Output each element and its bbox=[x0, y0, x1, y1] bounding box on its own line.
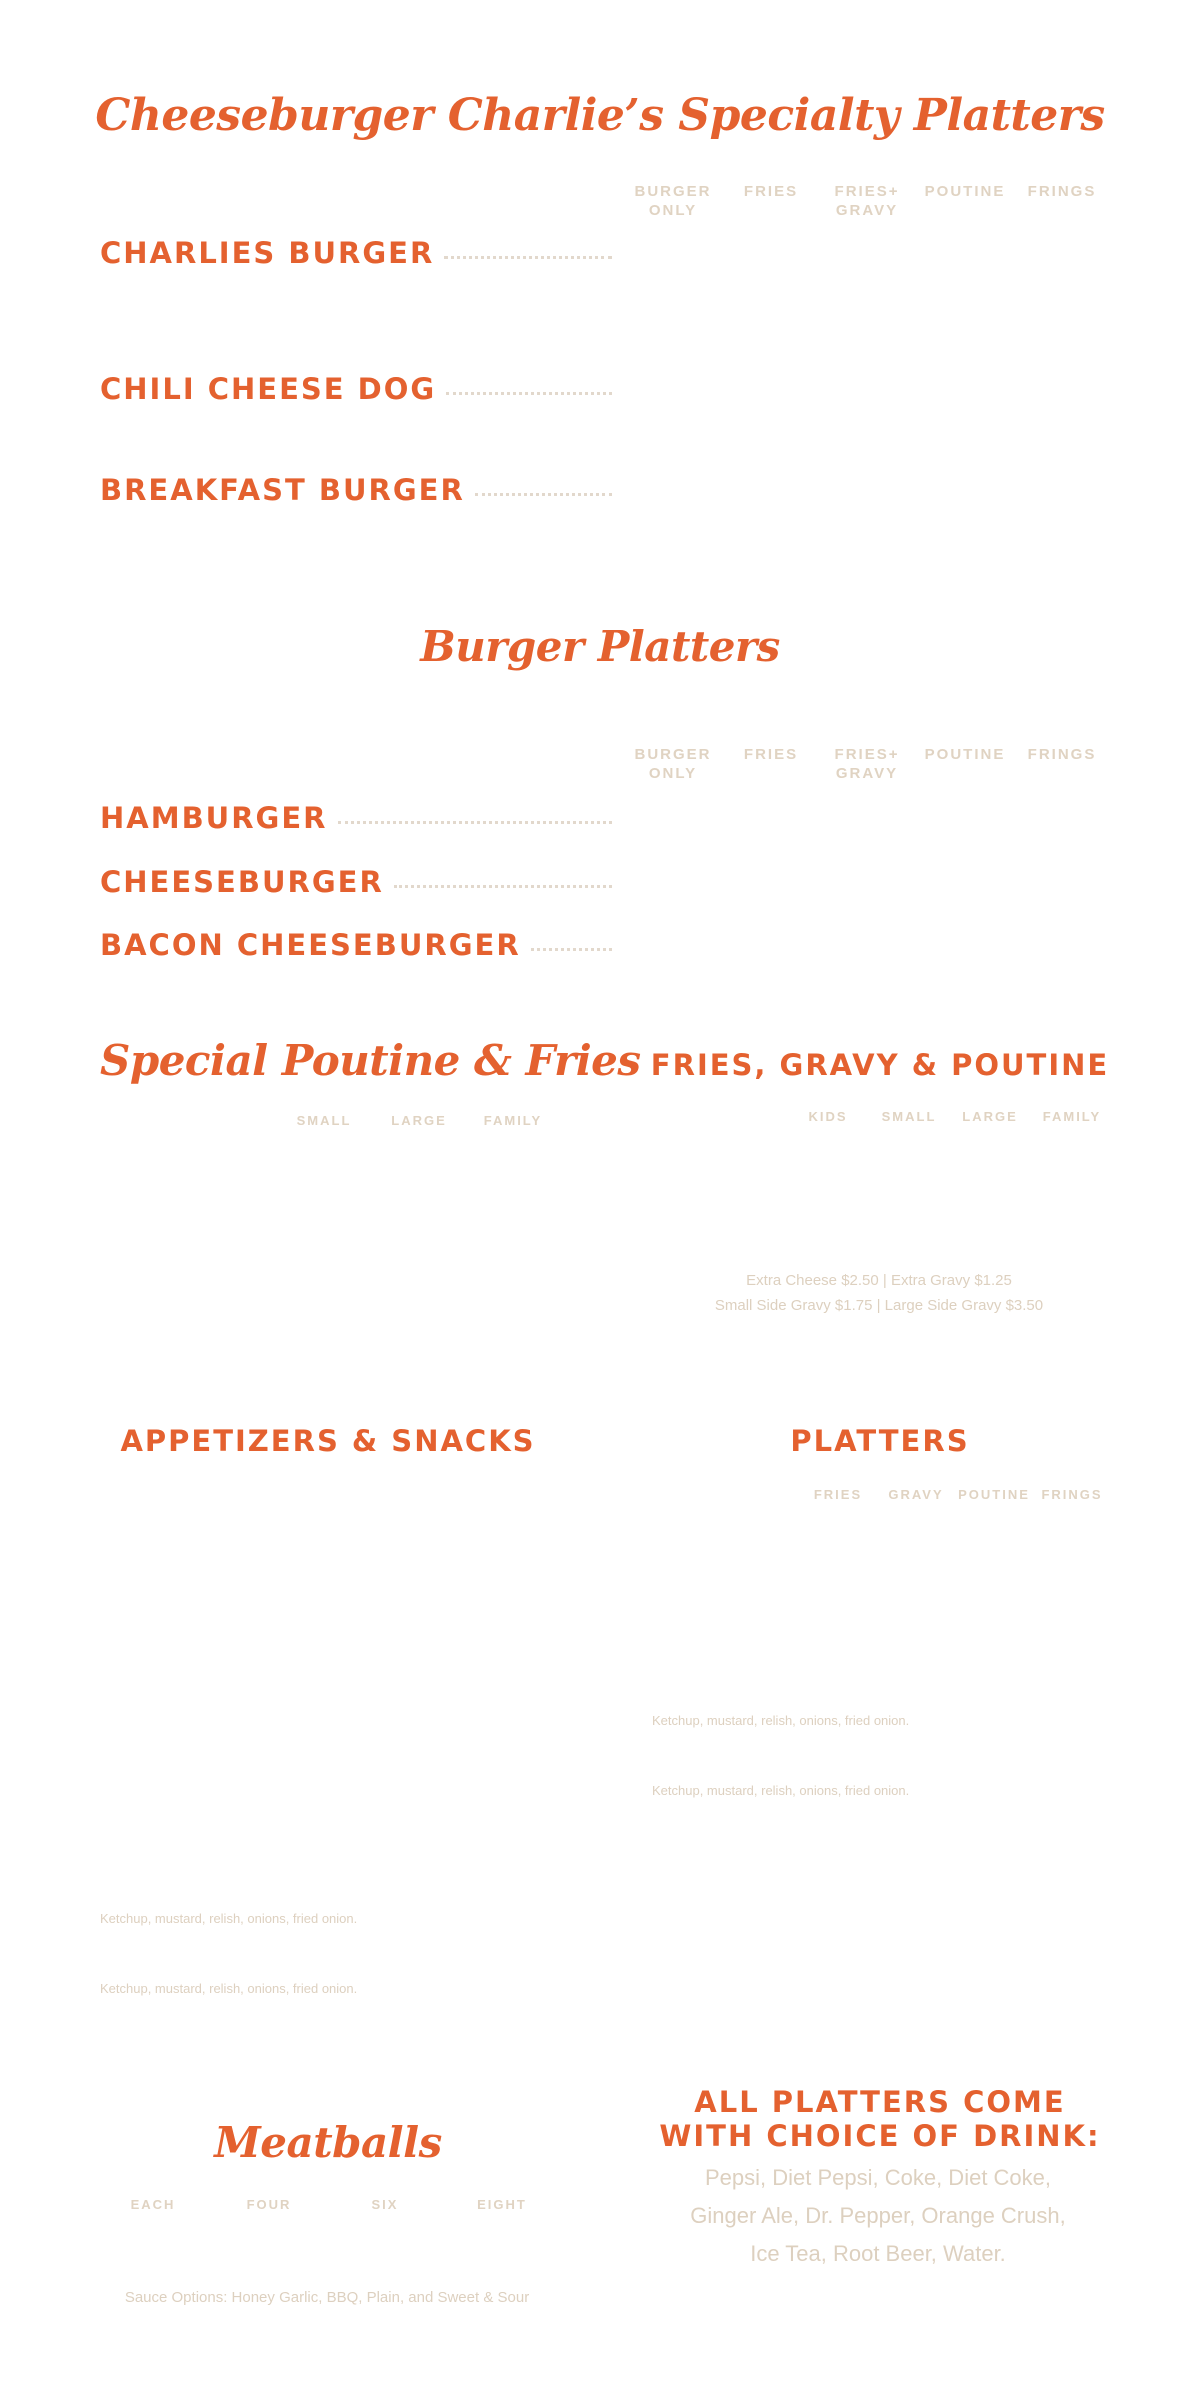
menu-item-breakfast-burger bbox=[100, 473, 612, 507]
fgp-col-large: LARGE bbox=[962, 1109, 1018, 1124]
drinks-list-line-3: Ice Tea, Root Beer, Water. bbox=[750, 2241, 1006, 2266]
appetizer-toppings-note: Ketchup, mustard, relish, onions, fried onion. bbox=[100, 1911, 358, 1926]
platter-toppings-note: Ketchup, mustard, relish, onions, fried onion. bbox=[652, 1783, 910, 1798]
menu-item-cheeseburger bbox=[100, 865, 612, 899]
menu-item-charlies-burger bbox=[100, 236, 612, 270]
drinks-list-line-2: Ginger Ale, Dr. Pepper, Orange Crush, bbox=[690, 2203, 1066, 2228]
special-poutine-col-large: LARGE bbox=[391, 1113, 447, 1128]
dot-leader bbox=[475, 493, 612, 496]
item-name: CHEESEBURGER bbox=[100, 865, 384, 899]
specialty-col-poutine: POUTINE bbox=[924, 183, 1006, 200]
platter-toppings-note: Ketchup, mustard, relish, onions, fried onion. bbox=[652, 1713, 910, 1728]
burger-col-poutine: POUTINE bbox=[924, 746, 1006, 763]
meatballs-col-four: FOUR bbox=[246, 2197, 292, 2212]
specialty-title: Cheeseburger Charlie’s Specialty Platters bbox=[95, 90, 1105, 141]
burger-col-burger-only: BURGER ONLY bbox=[634, 746, 712, 782]
meatballs-col-eight: EIGHT bbox=[477, 2197, 527, 2212]
side-gravy-note: Small Side Gravy $1.75 | Large Side Gravy $3.50 bbox=[714, 1297, 1044, 1314]
appetizer-toppings-note: Ketchup, mustard, relish, onions, fried onion. bbox=[100, 1981, 358, 1996]
drinks-title-line-1: ALL PLATTERS COME bbox=[694, 2085, 1066, 2119]
extras-note: Extra Cheese $2.50 | Extra Gravy $1.25 bbox=[746, 1272, 1012, 1289]
burger-platters-title: Burger Platters bbox=[420, 622, 780, 671]
specialty-col-burger-only: BURGER ONLY bbox=[634, 183, 712, 219]
burger-col-fries-gravy: FRIES+ GRAVY bbox=[834, 746, 900, 782]
dot-leader bbox=[338, 821, 613, 824]
drinks-title-line-2: WITH CHOICE OF DRINK: bbox=[659, 2119, 1101, 2153]
dot-leader bbox=[446, 392, 612, 395]
item-name: CHILI CHEESE DOG bbox=[100, 372, 437, 406]
platters-col-poutine: POUTINE bbox=[958, 1487, 1030, 1502]
item-name: CHARLIES BURGER bbox=[100, 236, 435, 270]
specialty-col-fries: FRIES bbox=[743, 183, 799, 200]
item-name: BREAKFAST BURGER bbox=[100, 473, 465, 507]
specialty-col-frings: FRINGS bbox=[1027, 183, 1097, 200]
item-name: BACON CHEESEBURGER bbox=[100, 928, 521, 962]
fgp-col-kids: KIDS bbox=[808, 1109, 848, 1124]
burger-col-frings: FRINGS bbox=[1027, 746, 1097, 763]
platters-col-frings: FRINGS bbox=[1041, 1487, 1103, 1502]
item-name: HAMBURGER bbox=[100, 801, 328, 835]
special-poutine-title: Special Poutine & Fries bbox=[100, 1036, 641, 1085]
platters-col-gravy: GRAVY bbox=[888, 1487, 944, 1502]
special-poutine-col-small: SMALL bbox=[296, 1113, 352, 1128]
fgp-col-small: SMALL bbox=[881, 1109, 937, 1124]
meatballs-col-six: SIX bbox=[371, 2197, 399, 2212]
menu-item-bacon-cheeseburger bbox=[100, 928, 612, 962]
dot-leader bbox=[394, 885, 612, 888]
dot-leader bbox=[531, 948, 612, 951]
burger-col-fries: FRIES bbox=[743, 746, 799, 763]
platters-col-fries: FRIES bbox=[813, 1487, 863, 1502]
special-poutine-col-family: FAMILY bbox=[483, 1113, 543, 1128]
drinks-list-line-1: Pepsi, Diet Pepsi, Coke, Diet Coke, bbox=[704, 2165, 1052, 2190]
specialty-col-fries-gravy: FRIES+ GRAVY bbox=[834, 183, 900, 219]
appetizers-title: APPETIZERS & SNACKS bbox=[120, 1424, 536, 1458]
fries-gravy-poutine-title: FRIES, GRAVY & POUTINE bbox=[650, 1048, 1110, 1082]
platters-title: PLATTERS bbox=[790, 1424, 970, 1458]
meatballs-col-each: EACH bbox=[130, 2197, 176, 2212]
fgp-col-family: FAMILY bbox=[1042, 1109, 1102, 1124]
dot-leader bbox=[444, 256, 612, 259]
menu-item-chili-cheese-dog bbox=[100, 372, 612, 406]
meatballs-title: Meatballs bbox=[214, 2118, 442, 2167]
sauce-options-note: Sauce Options: Honey Garlic, BBQ, Plain, and Sweet & Sour bbox=[124, 2289, 530, 2306]
menu-item-hamburger bbox=[100, 801, 612, 835]
